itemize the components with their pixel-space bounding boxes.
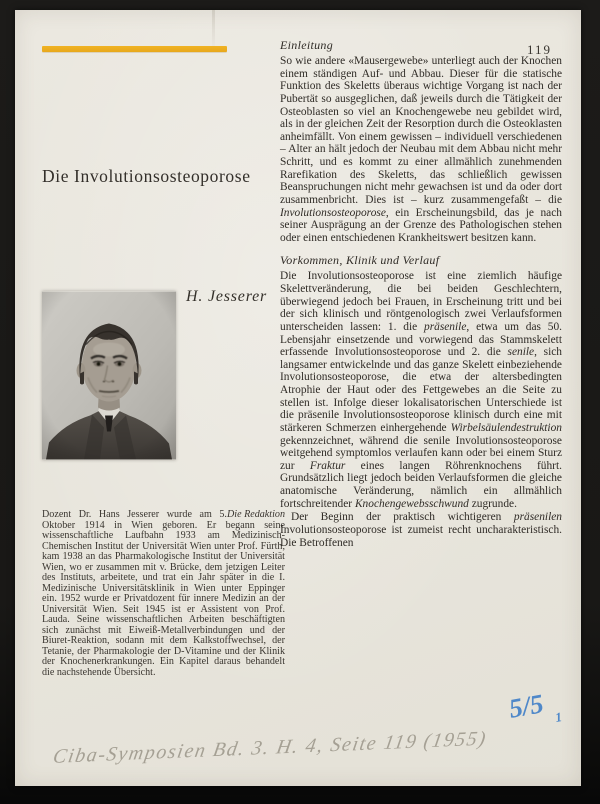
- article-body: [280, 39, 562, 549]
- yellow-accent-bar: [42, 46, 227, 52]
- portrait-illustration: [42, 291, 176, 460]
- bio-byline: Die Redaktion: [226, 509, 285, 520]
- bio-text: Dozent Dr. Hans Jesserer wurde am 5. Oktober 1914 in Wien geboren. Er begann seine wissenschaftliche Laufbahn 1933 am Medizinisch-Chemischen Institut der Universität Wien unter Prof. Fürth, kam 1938 an das Pharmakologische Institut der Universität Wien, wo er zusammen mit v. Brücke, dem jetzigen Leiter des Instituts, arbeitete, und trat ein Jahr später in die I. Medizinische Universitätsklinik in Wien unter Eppinger ein. 1952 wurde er Privatdozent für innere Medizin an der Universität Wien. Seit 1945 ist er Assistent von Prof. Lauda. Seine wissenschaftlichen Arbeiten beschäftigten sich zunächst mit Eiweiß-Metallverbindungen und der Biuret-Reaktion, sodann mit dem Kalkstoffwechsel, der Tetanie, der Pharmakologie der D-Vitamine und der Klinik der Knochenerkrankungen. Ein Kapitel daraus behandelt die nachstehende Übersicht.: [42, 509, 285, 678]
- author-signature: H. Jesserer: [186, 288, 268, 305]
- portrait-photo: [42, 291, 176, 460]
- paragraph-vorkommen-2: Der Beginn der praktisch wichtigeren präsenilen Involutionsosteoporose ist zumeist recht uncharakteristisch. Die Betroffenen: [280, 511, 562, 549]
- handwritten-blue-mark: [506, 688, 564, 725]
- book-page: [15, 10, 581, 786]
- handwritten-pencil-note: Ciba-Symposien Bd. 3. H. 4, Seite 119 (1955): [51, 727, 489, 768]
- author-bio: [42, 510, 285, 678]
- paragraph-einleitung: So wie andere «Mausergewebe» unterliegt auch der Knochen einem ständigen Auf- und Abbau. Dieser für die statische Funktion des Skeletts überaus wichtige Vorgang ist nach der Pubertät so ausgeglichen, daß jeweils durch die Tätigkeit der Osteoblasten so viel an Knochengewebe neu gebildet wird, als in der gleichen Zeit der Resorption durch die Osteoklasten anheimfällt. Von einem gewissen – individuell verschiedenen – Alter an hält jedoch der Neubau mit dem Abbau nicht mehr Schritt, und es kommt zu einer allmählich zunehmenden Rarefikation des Skeletts, das schließlich gewissen Beanspruchungen nicht mehr gewachsen ist und da oder dort zusammenbricht. Dies ist – kurz zusammengefaßt – die Involutionsosteoporose, ein Erscheinungsbild, das je nach seiner Ausprägung an der Grenze des Pathologischen stehen oder einen entschiedenen Krankheitswert besitzen kann.: [280, 55, 562, 244]
- paragraph-vorkommen-1: Die Involutionsosteoporose ist eine ziemlich häufige Skelettveränderung, die bei beiden Geschlechtern, überwiegend jedoch bei Frauen, in Erscheinung tritt und bei der sich klinisch und röntgenologisch zwei Verlaufsformen unterscheiden lassen: 1. die präsenile, etwa um das 50. Lebensjahr einsetzende und vorwiegend das Stammskelett erfassende Involutionsosteoporose und 2. die senile, sich langsamer entwickelnde und das ganze Skelett einbeziehende Involutionsosteoporose, die etwa der altersbedingten Atrophie der Haut oder des Fettgewebes an die Seite zu stellen ist. Infolge dieser lokalisatorischen Unterschiede ist die präsenile Involutionsosteoporose klinisch durch eine mit stärkeren Schmerzen einhergehende Wirbelsäulendestruktion gekennzeichnet, während die senile Involutionsosteoporose weitgehend symptomlos verlaufen kann oder bei einem Sturz zur Fraktur eines langen Röhrenknochens führt. Grundsätzlich liegt jedoch beiden Verlaufsformen die gleiche anatomische Veränderung, nämlich ein allmählich fortschreitender Knochengewebsschwund zugrunde.: [280, 270, 563, 510]
- section-heading-einleitung: Einleitung: [280, 38, 333, 52]
- article-title: Die Involutionsosteoporose: [42, 166, 251, 186]
- blue-mark-main: 5/5: [506, 688, 546, 724]
- section-heading-vorkommen: Vorkommen, Klinik und Verlauf: [280, 253, 440, 268]
- blue-mark-secondary: 1: [554, 709, 564, 725]
- page-number: 119: [527, 42, 553, 57]
